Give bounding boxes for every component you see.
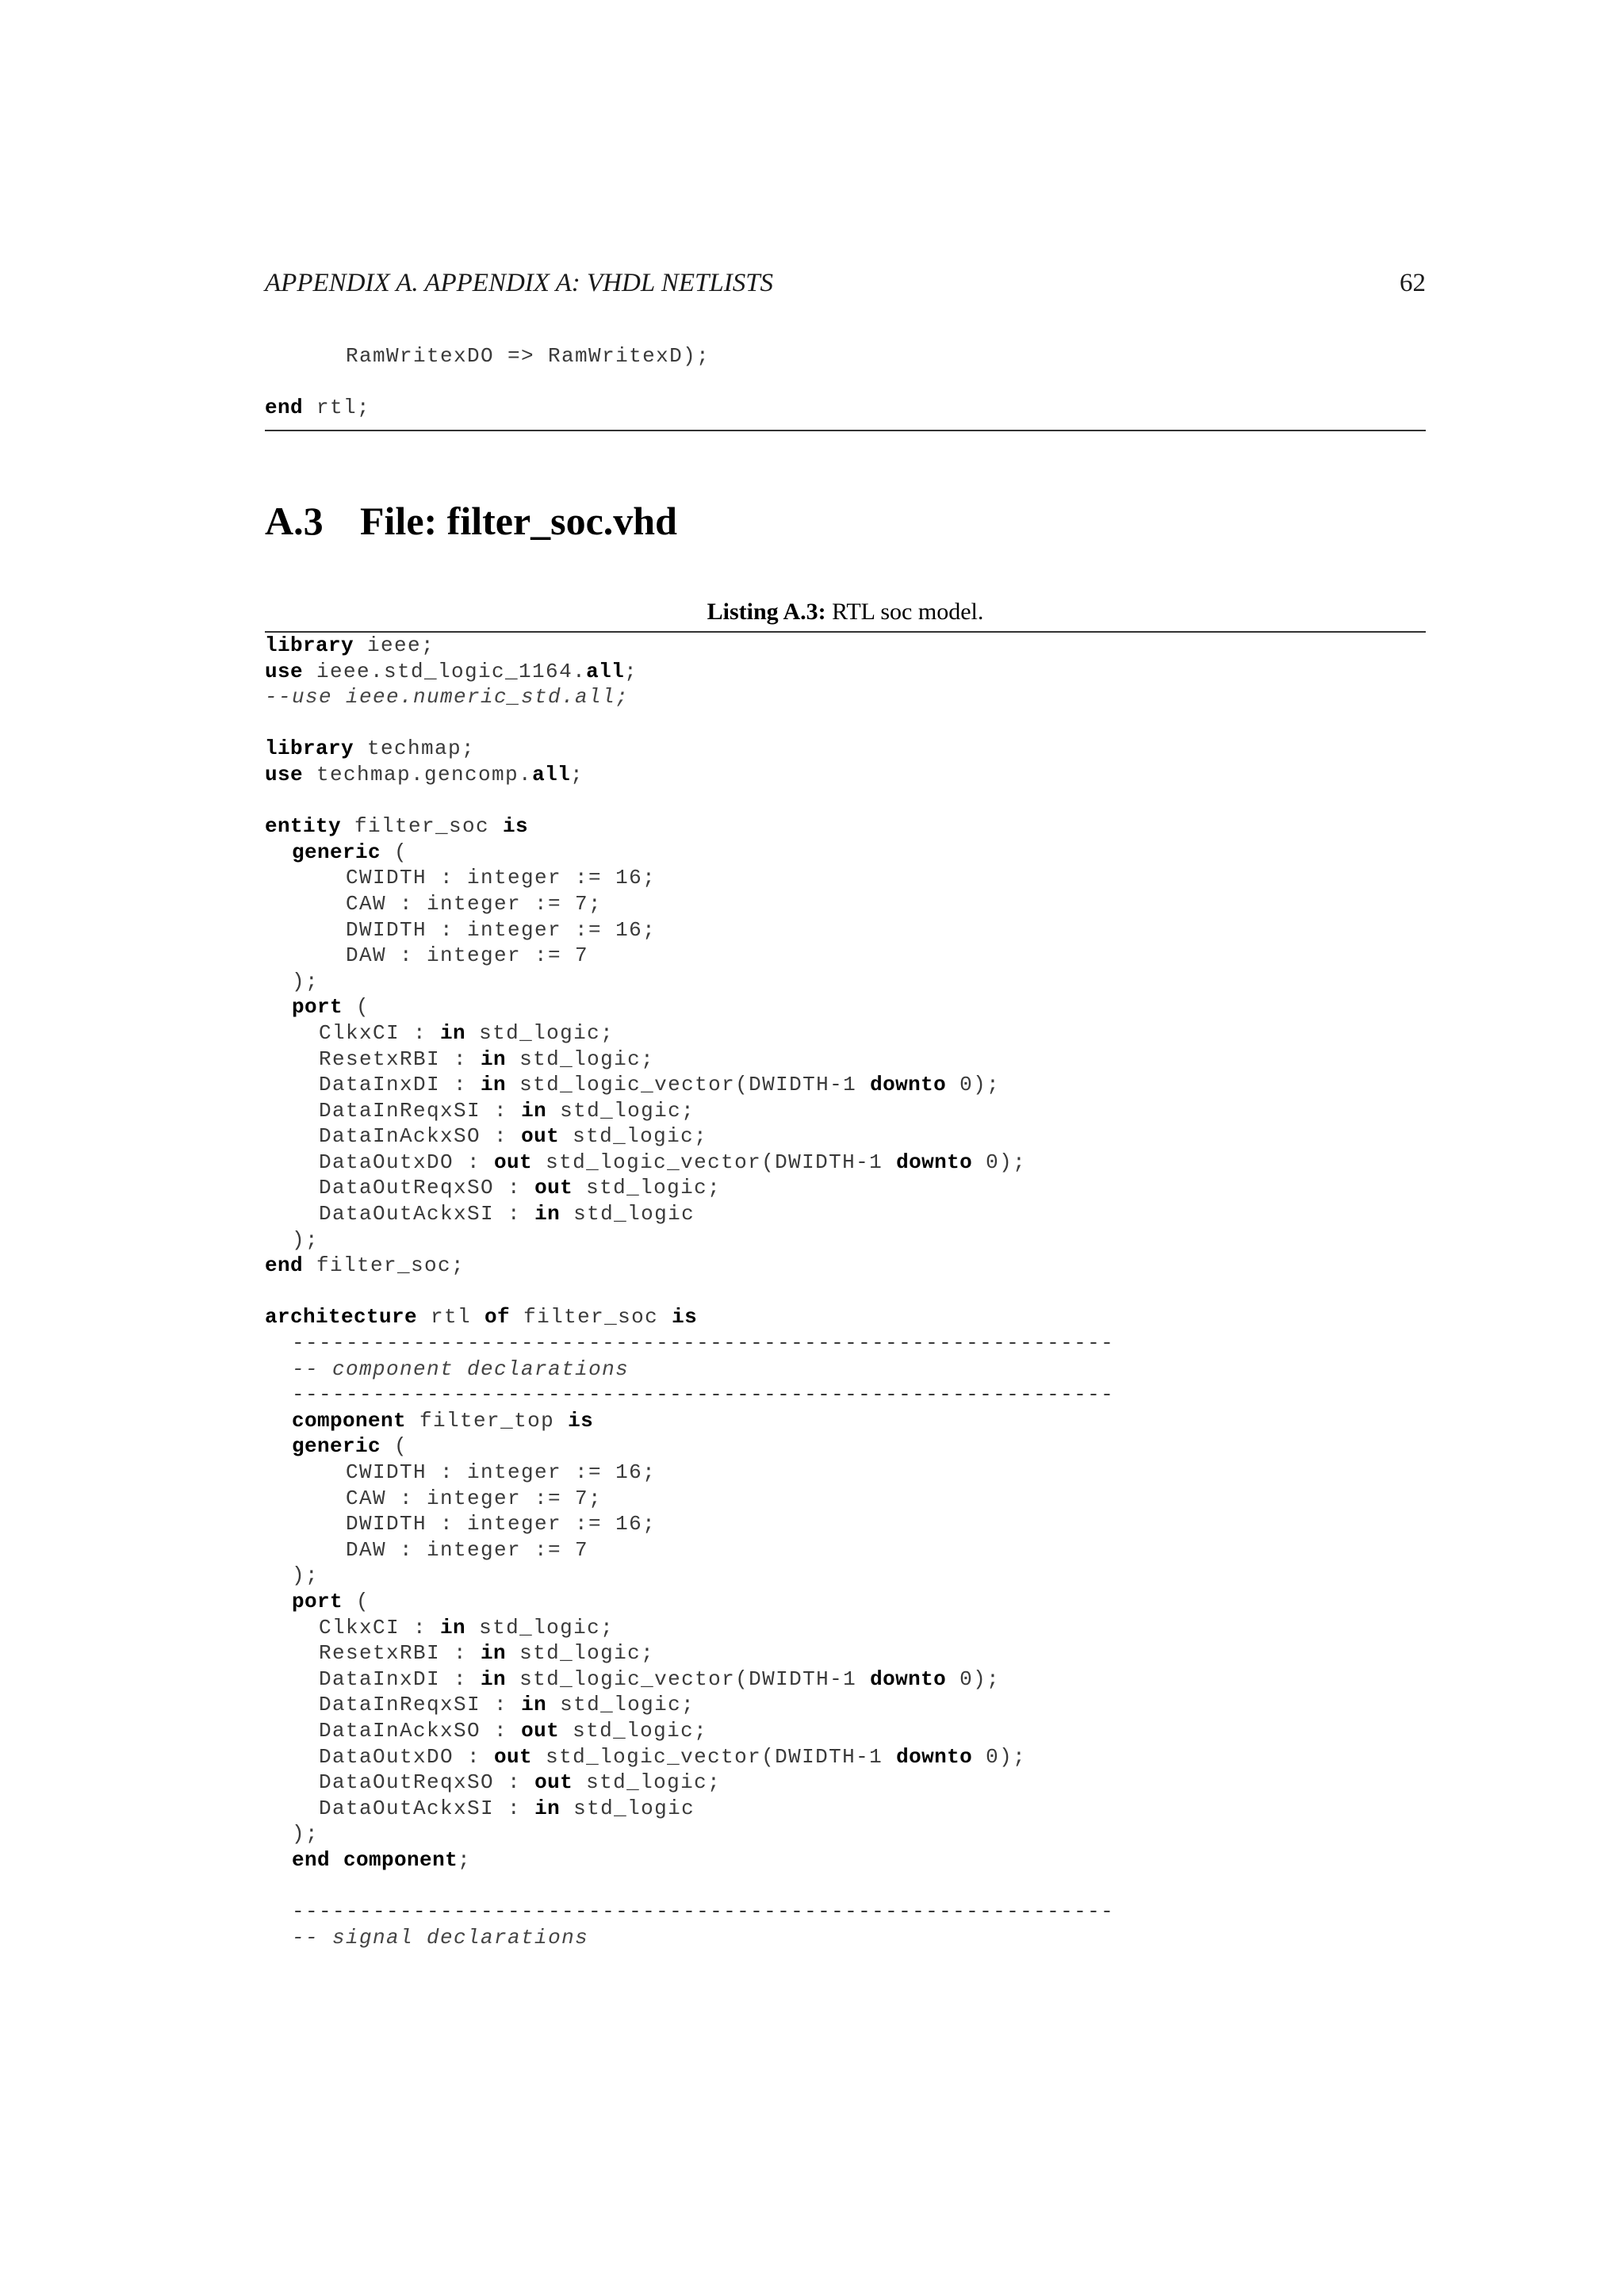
code-text: DataOutReqxSO : xyxy=(265,1770,535,1795)
code-line xyxy=(265,865,1426,891)
code-keyword: component xyxy=(292,1408,407,1433)
code-keyword: port xyxy=(292,995,343,1020)
code-keyword: architecture xyxy=(265,1305,418,1330)
code-line xyxy=(265,1357,1426,1383)
code-line xyxy=(265,710,1426,737)
code-keyword: downto xyxy=(896,1744,973,1769)
code-text: ------------------------------------------------------------- xyxy=(265,1331,1115,1356)
code-line xyxy=(265,1925,1426,1951)
code-keyword: in xyxy=(440,1615,466,1640)
code-text: DataOutAckxSI : xyxy=(265,1202,535,1226)
code-text: CAW : integer := 7; xyxy=(265,1486,603,1510)
code-text: std_logic; xyxy=(546,1098,695,1123)
code-text: std_logic; xyxy=(573,1770,722,1795)
code-text xyxy=(265,1357,292,1381)
code-line xyxy=(265,1692,1426,1718)
code-line xyxy=(265,1201,1426,1227)
code-text: DataInxDI : xyxy=(265,1073,481,1097)
code-line xyxy=(265,788,1426,814)
code-text: std_logic; xyxy=(465,1020,615,1045)
code-keyword: use xyxy=(265,659,304,683)
code-keyword: all xyxy=(586,659,625,683)
code-line xyxy=(265,917,1426,943)
running-header xyxy=(265,265,1426,301)
code-text: std_logic xyxy=(560,1202,695,1226)
code-text: DataOutReqxSO : xyxy=(265,1176,535,1200)
code-text: std_logic; xyxy=(506,1047,655,1071)
code-text xyxy=(265,1434,292,1458)
code-text: ; xyxy=(458,1847,472,1872)
code-text: DWIDTH : integer := 16; xyxy=(265,917,657,942)
listing-end-rule xyxy=(265,430,1426,431)
code-text: std_logic; xyxy=(559,1124,708,1149)
code-line xyxy=(265,840,1426,866)
code-text: DataInxDI : xyxy=(265,1667,481,1691)
code-line xyxy=(265,1020,1426,1047)
code-keyword: out xyxy=(521,1718,560,1743)
code-text: ); xyxy=(265,1227,320,1252)
code-line xyxy=(265,1770,1426,1796)
code-keyword: in xyxy=(521,1693,547,1717)
code-text: ; xyxy=(570,762,584,786)
code-line xyxy=(265,1615,1426,1641)
code-line xyxy=(265,1563,1426,1589)
section-title-text: File: filter_soc.vhd xyxy=(360,499,677,543)
section-number: A.3 xyxy=(265,499,324,543)
code-listing-continuation xyxy=(265,343,1426,421)
code-keyword: out xyxy=(494,1744,533,1769)
section-heading xyxy=(265,496,677,546)
code-line xyxy=(265,1175,1426,1201)
code-line xyxy=(265,1796,1426,1822)
code-keyword: library xyxy=(265,633,354,657)
code-text: CWIDTH : integer := 16; xyxy=(265,866,657,890)
code-text: ); xyxy=(265,1563,320,1588)
code-text: DAW : integer := 7 xyxy=(265,943,589,968)
code-keyword: out xyxy=(534,1176,573,1200)
code-line xyxy=(265,1537,1426,1563)
code-text: DataOutxDO : xyxy=(265,1744,495,1769)
code-keyword: out xyxy=(534,1770,573,1795)
code-comment: --use ieee.numeric_std.all; xyxy=(265,685,630,710)
code-text: DataInAckxSO : xyxy=(265,1124,522,1149)
code-line xyxy=(265,1227,1426,1253)
code-text: rtl; xyxy=(303,396,371,420)
code-text xyxy=(265,1409,292,1433)
code-text: DataOutxDO : xyxy=(265,1150,495,1174)
code-keyword: out xyxy=(521,1124,560,1149)
code-line xyxy=(265,736,1426,762)
code-line xyxy=(265,1304,1426,1330)
code-line xyxy=(265,969,1426,995)
code-text: DWIDTH : integer := 16; xyxy=(265,1512,657,1536)
code-text: ( xyxy=(381,840,408,864)
code-keyword: generic xyxy=(292,1434,381,1459)
code-line xyxy=(265,1821,1426,1847)
code-keyword: in xyxy=(481,1667,507,1691)
code-line xyxy=(265,1330,1426,1357)
code-line xyxy=(265,1072,1426,1098)
code-line xyxy=(265,1511,1426,1537)
code-text: std_logic; xyxy=(546,1693,695,1717)
code-text: DataInAckxSO : xyxy=(265,1718,522,1743)
code-comment: -- signal declarations xyxy=(292,1925,589,1950)
document-page xyxy=(265,0,1426,2296)
code-line xyxy=(265,659,1426,685)
code-text: filter_soc; xyxy=(303,1253,465,1278)
code-line xyxy=(265,1640,1426,1667)
code-line xyxy=(265,633,1426,659)
code-text: std_logic; xyxy=(559,1718,708,1743)
code-text: DataInReqxSI : xyxy=(265,1098,522,1123)
code-keyword: generic xyxy=(292,840,381,864)
code-line xyxy=(265,891,1426,917)
code-line xyxy=(265,1589,1426,1615)
code-line xyxy=(265,1408,1426,1434)
code-line xyxy=(265,1718,1426,1744)
code-keyword: end xyxy=(265,1253,304,1278)
code-text: DAW : integer := 7 xyxy=(265,1537,589,1562)
code-text: std_logic_vector(DWIDTH-1 xyxy=(532,1744,897,1769)
code-text xyxy=(265,995,292,1019)
code-listing xyxy=(265,633,1426,1950)
chapter-title: APPENDIX A. APPENDIX A: VHDL NETLISTS xyxy=(265,269,774,297)
page-number: 62 xyxy=(1400,269,1426,297)
code-text xyxy=(265,1926,292,1950)
code-text: filter_soc xyxy=(510,1305,672,1330)
code-line xyxy=(265,395,1426,421)
code-text: CWIDTH : integer := 16; xyxy=(265,1460,657,1484)
code-text: ClkxCI : xyxy=(265,1615,441,1640)
code-line xyxy=(265,1486,1426,1512)
code-text: std_logic; xyxy=(573,1176,722,1200)
code-text: 0); xyxy=(972,1744,1027,1769)
code-keyword: is xyxy=(503,814,529,839)
code-keyword: component xyxy=(343,1847,458,1872)
code-line xyxy=(265,1460,1426,1486)
code-text: rtl xyxy=(417,1305,485,1330)
code-text: ( xyxy=(381,1434,408,1459)
code-text: 0); xyxy=(972,1150,1027,1174)
code-keyword: entity xyxy=(265,814,342,839)
code-line xyxy=(265,1253,1426,1279)
code-text: std_logic_vector(DWIDTH-1 xyxy=(532,1150,897,1174)
code-keyword: end xyxy=(265,396,304,420)
code-line xyxy=(265,1047,1426,1073)
listing-caption-label: Listing A.3: xyxy=(707,599,826,625)
code-text: techmap; xyxy=(354,737,476,761)
code-text: filter_top xyxy=(406,1408,569,1433)
code-text: ( xyxy=(343,1589,370,1613)
code-comment: -- component declarations xyxy=(292,1357,630,1381)
code-text xyxy=(265,1590,292,1613)
code-keyword: downto xyxy=(870,1073,947,1097)
code-line xyxy=(265,1382,1426,1408)
code-text: 0); xyxy=(946,1073,1001,1097)
code-text xyxy=(330,1848,343,1872)
code-text: std_logic_vector(DWIDTH-1 xyxy=(506,1073,871,1097)
code-text: RamWritexDO => RamWritexD); xyxy=(265,344,710,368)
code-line xyxy=(265,684,1426,710)
code-keyword: in xyxy=(534,1796,561,1820)
code-keyword: of xyxy=(485,1305,511,1330)
code-text: ieee; xyxy=(354,633,435,657)
code-text: ); xyxy=(265,1822,320,1846)
code-keyword: in xyxy=(521,1098,547,1123)
code-text: DataInReqxSI : xyxy=(265,1693,522,1717)
code-text xyxy=(265,840,292,864)
code-text: CAW : integer := 7; xyxy=(265,891,603,916)
code-keyword: end xyxy=(292,1847,331,1872)
code-keyword: use xyxy=(265,762,304,786)
code-text: std_logic; xyxy=(506,1641,655,1666)
code-text: ------------------------------------------------------------- xyxy=(265,1900,1115,1924)
code-text: ieee.std_logic_1164. xyxy=(303,659,587,683)
code-text: std_logic xyxy=(560,1796,695,1820)
code-keyword: in xyxy=(440,1020,466,1045)
code-text: ); xyxy=(265,969,320,993)
code-text: DataOutAckxSI : xyxy=(265,1796,535,1820)
code-text: ; xyxy=(624,659,638,683)
code-line xyxy=(265,1744,1426,1770)
code-line xyxy=(265,1873,1426,1900)
code-keyword: is xyxy=(568,1408,594,1433)
code-line xyxy=(265,343,1426,369)
code-text: filter_soc xyxy=(341,814,504,839)
code-text: std_logic; xyxy=(465,1615,615,1640)
code-line xyxy=(265,762,1426,788)
listing-caption-text: RTL soc model. xyxy=(825,599,984,625)
code-text: ------------------------------------------------------------- xyxy=(265,1383,1115,1407)
code-line xyxy=(265,1279,1426,1305)
code-keyword: in xyxy=(481,1641,507,1666)
code-keyword: all xyxy=(532,762,571,786)
code-text: 0); xyxy=(946,1667,1001,1691)
code-line xyxy=(265,813,1426,840)
code-text: ResetxRBI : xyxy=(265,1047,481,1071)
code-line xyxy=(265,369,1426,396)
code-keyword: in xyxy=(481,1047,507,1071)
code-keyword: in xyxy=(481,1073,507,1097)
listing-caption xyxy=(265,596,1426,628)
code-keyword: in xyxy=(534,1202,561,1226)
code-keyword: downto xyxy=(870,1667,947,1691)
code-keyword: port xyxy=(292,1589,343,1613)
code-text: ClkxCI : xyxy=(265,1020,441,1045)
code-line xyxy=(265,1433,1426,1460)
code-line xyxy=(265,943,1426,969)
code-line xyxy=(265,1123,1426,1150)
code-line xyxy=(265,1098,1426,1124)
code-keyword: out xyxy=(494,1150,533,1174)
code-keyword: downto xyxy=(896,1150,973,1174)
code-line xyxy=(265,1667,1426,1693)
code-text xyxy=(265,1848,292,1872)
code-text: techmap.gencomp. xyxy=(303,762,533,786)
code-line xyxy=(265,1899,1426,1925)
code-line xyxy=(265,994,1426,1020)
code-text: std_logic_vector(DWIDTH-1 xyxy=(506,1667,871,1691)
code-keyword: is xyxy=(672,1305,698,1330)
code-line xyxy=(265,1150,1426,1176)
code-text: ( xyxy=(343,995,370,1020)
code-keyword: library xyxy=(265,737,354,761)
code-line xyxy=(265,1847,1426,1873)
code-text: ResetxRBI : xyxy=(265,1641,481,1666)
